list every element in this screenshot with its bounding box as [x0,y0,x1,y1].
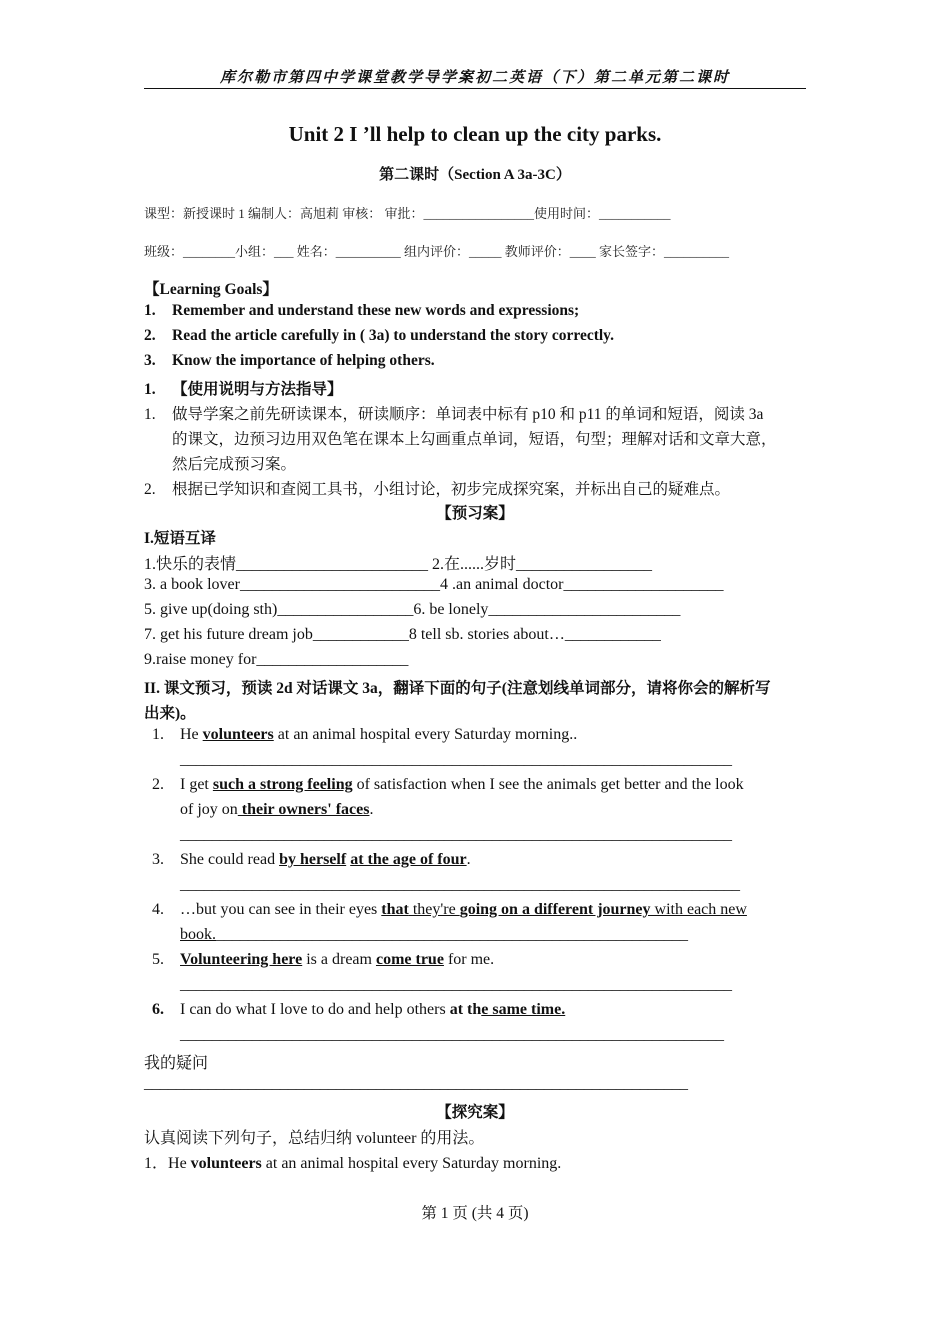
phrase-line: 9.raise money for___________________ [144,651,409,668]
sentence-3: 3. She could read by herself at the age of four. [152,851,471,868]
explore-heading: 【探究案】 [436,1104,514,1121]
answer-line[interactable]: ____________________________________________________________________ [180,1026,724,1043]
phrase-section-title: I.短语互译 [144,530,216,547]
method-item-line: 然后完成预习案。 [172,456,297,473]
explore-sentence-1: 1．He volunteers at an animal hospital every Saturday morning. [144,1155,562,1172]
phrase-line: 3. a book lover_________________________4 .an animal doctor____________________ [144,576,724,593]
questions-line[interactable]: ____________________________________________________________________ [144,1075,688,1092]
header-rule [144,88,806,89]
sentence-2-cont: of joy on their owners' faces. [180,801,374,818]
method-heading: 1. 【使用说明与方法指导】 [144,381,343,398]
sentence-6: 6. I can do what I love to do and help others at the same time. [152,1001,566,1018]
document-subtitle: 第二课时（Section A 3a-3C） [379,167,571,183]
goal-item: 3. Know the importance of helping others. [144,352,435,369]
answer-line[interactable]: ______________________________________________________________________ [180,876,740,893]
goals-heading: 【Learning Goals】 [144,281,278,298]
preview-heading: 【预习案】 [436,505,514,522]
sentence-5: 5. Volunteering here is a dream come true for me. [152,951,495,968]
sentence-2: 2. I get such a strong feeling of satisfaction when I see the animals get better and the look [152,776,744,793]
goal-item: 2. Read the article carefully in ( 3a) to understand the story correctly. [144,327,614,344]
answer-line[interactable]: _____________________________________________________________________ [180,826,732,843]
sentence-1: 1. He volunteers at an animal hospital every Saturday morning.. [152,726,578,743]
page-header: 库尔勒市第四中学课堂教学导学案初二英语（下）第二单元第二课时 [219,70,730,86]
page-footer: 第 1 页 (共 4 页) [421,1205,529,1222]
answer-line[interactable]: _____________________________________________________________________ [180,751,732,768]
meta-line-1: 课型：新授课时 1 编制人：高旭莉 审核： 审批：_________________使用时间：___________ [144,206,671,221]
phrase-line: 7. get his future dream job____________8 tell sb. stories about…____________ [144,626,661,643]
method-item: 1. 做导学案之前先研读课本，研读顺序：单词表中标有 p10 和 p11 的单词和短语，阅读 3a [144,406,764,423]
phrase-line: 1.快乐的表情________________________ 2.在......岁时_________________ [144,556,653,573]
explore-intro: 认真阅读下列句子，总结归纳 volunteer 的用法。 [144,1130,485,1147]
sentence-4: 4. …but you can see in their eyes that they're going on a different journey with each new [152,901,747,918]
phrase-line: 5. give up(doing sth)_________________6. be lonely________________________ [144,601,681,618]
document-title: Unit 2 I ’ll help to clean up the city parks. [288,122,662,146]
goal-item: 1. Remember and understand these new words and expressions; [144,302,580,319]
method-item-line: 的课文，边预习边用双色笔在课本上勾画重点单词，短语，句型；理解对话和文章大意， [172,431,777,448]
translation-instructions-cont: 出来)。 [144,705,196,722]
method-item: 2. 根据已学知识和查阅工具书，小组讨论，初步完成探究案，并标出自己的疑难点。 [144,481,731,498]
sentence-4-cont: book.___________________________________________________________ [180,926,688,943]
answer-line[interactable]: _____________________________________________________________________ [180,976,732,993]
meta-line-2: 班级：________小组：___ 姓名：__________ 组内评价：_____ 教师评价：____ 家长签字：__________ [144,244,730,259]
translation-instructions: II. 课文预习，预读 2d 对话课文 3a，翻译下面的句子(注意划线单词部分，请将你会的解析写 [144,680,771,697]
questions-label: 我的疑问 [144,1055,209,1072]
